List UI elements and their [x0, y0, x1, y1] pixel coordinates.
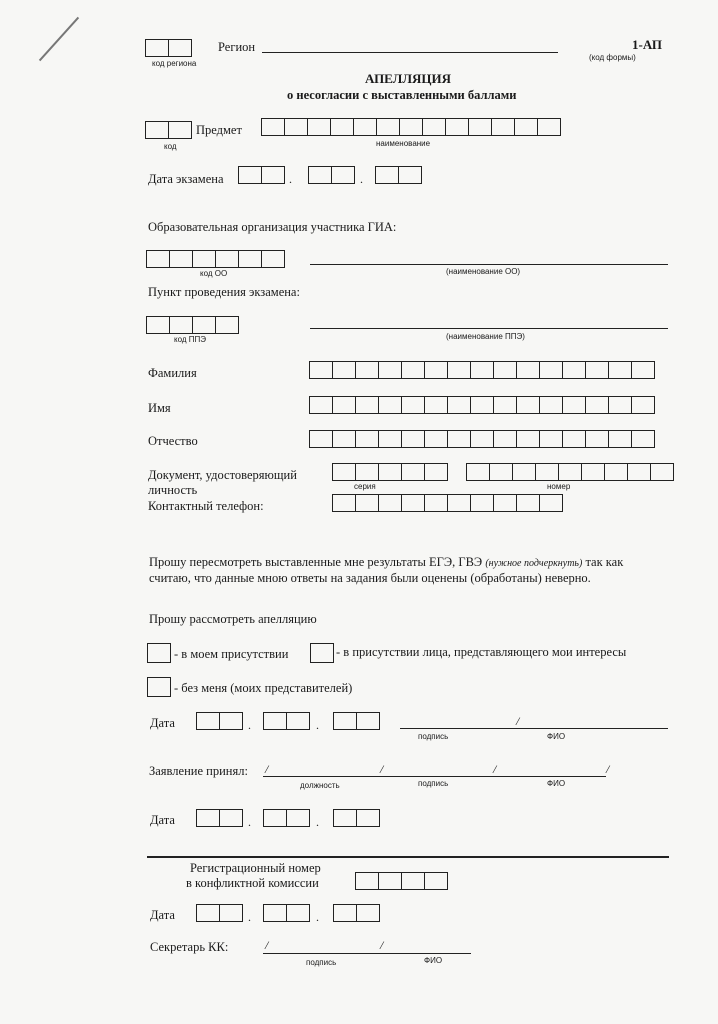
commission-day-cells[interactable]	[196, 904, 243, 922]
accepted-fio-caption: ФИО	[547, 779, 566, 788]
slash-separator: /	[606, 762, 610, 776]
slash-separator: /	[380, 938, 384, 952]
exam-date-year-cells[interactable]	[375, 166, 422, 184]
date-separator: .	[316, 815, 319, 829]
date-separator: .	[360, 172, 363, 186]
exam-point-name-line[interactable]	[310, 328, 668, 329]
request-tail: так как	[585, 555, 624, 569]
present-checkbox[interactable]	[147, 643, 171, 663]
subject-label: Предмет	[196, 123, 242, 137]
registration-number-cells[interactable]	[355, 872, 448, 890]
date-separator: .	[248, 815, 251, 829]
page-title: АПЕЛЛЯЦИЯ	[365, 71, 452, 86]
name-cells[interactable]	[309, 396, 655, 414]
registration-number-label-line2: в конфликтной комиссии	[186, 876, 319, 890]
phone-label: Контактный телефон:	[148, 499, 264, 513]
region-label: Регион	[218, 40, 256, 54]
organization-label: Образовательная организация участника ГИА:	[148, 220, 397, 234]
slash-separator: /	[380, 762, 384, 776]
accepted-label: Заявление принял:	[149, 764, 248, 778]
page-subtitle: о несогласии с выставленными баллами	[287, 88, 517, 102]
exam-point-code-cells[interactable]	[146, 316, 239, 334]
slash-separator: /	[516, 714, 520, 728]
surname-cells[interactable]	[309, 361, 655, 379]
exam-date-day-cells[interactable]	[238, 166, 285, 184]
organization-name-line[interactable]	[310, 264, 668, 265]
form-code-caption: (код формы)	[589, 53, 636, 62]
slash-separator: /	[265, 762, 269, 776]
exam-point-label: Пункт проведения экзамена:	[148, 285, 300, 299]
name-label: Имя	[148, 401, 171, 415]
patronymic-label: Отчество	[148, 434, 198, 448]
signature-month-cells[interactable]	[263, 712, 310, 730]
fio-caption: ФИО	[547, 732, 566, 741]
request-line-1	[149, 556, 623, 569]
signature-day-cells[interactable]	[196, 712, 243, 730]
accepted-date-label: Дата	[150, 813, 175, 827]
review-label: Прошу рассмотреть апелляцию	[149, 612, 317, 626]
series-caption: серия	[354, 482, 376, 491]
slash-separator: /	[265, 938, 269, 952]
secretary-label: Секретарь КК:	[150, 940, 229, 954]
date-separator: .	[316, 718, 319, 732]
region-code-caption: код региона	[152, 59, 197, 68]
secretary-fio-caption: ФИО	[424, 956, 443, 965]
exam-date-month-cells[interactable]	[308, 166, 355, 184]
option-present-label: - в моем присутствии	[174, 647, 289, 661]
scan-mark	[39, 17, 79, 61]
slash-separator: /	[493, 762, 497, 776]
commission-month-cells[interactable]	[263, 904, 310, 922]
position-caption: должность	[300, 781, 340, 790]
signature-date-label: Дата	[150, 716, 175, 730]
document-number-cells[interactable]	[466, 463, 674, 481]
representative-checkbox[interactable]	[310, 643, 334, 663]
secretary-line[interactable]	[263, 953, 471, 954]
organization-name-caption: (наименование ОО)	[446, 267, 521, 276]
patronymic-cells[interactable]	[309, 430, 655, 448]
document-label-line2: личность	[148, 483, 198, 497]
accepted-year-cells[interactable]	[333, 809, 380, 827]
date-separator: .	[289, 172, 292, 186]
region-line[interactable]	[262, 52, 558, 53]
date-separator: .	[316, 910, 319, 924]
date-separator: .	[248, 718, 251, 732]
section-divider	[147, 856, 669, 858]
commission-year-cells[interactable]	[333, 904, 380, 922]
form-code: 1-АП	[632, 37, 663, 52]
signature-year-cells[interactable]	[333, 712, 380, 730]
signature-line[interactable]	[400, 728, 668, 729]
exam-date-label: Дата экзамена	[148, 172, 224, 186]
request-line-2: считаю, что данные мною ответы на задания были оценены (обработаны) неверно.	[149, 571, 591, 585]
date-separator: .	[248, 910, 251, 924]
exam-point-code-caption: код ППЭ	[174, 335, 207, 344]
region-code-cells[interactable]	[145, 39, 192, 57]
option-representative-label: - в присутствии лица, представляющего мои интересы	[336, 645, 627, 659]
registration-number-label-line1: Регистрационный номер	[190, 861, 321, 875]
surname-label: Фамилия	[148, 366, 197, 380]
request-note: (нужное подчеркнуть)	[485, 558, 583, 569]
accepted-signature-caption: подпись	[418, 779, 449, 788]
organization-code-cells[interactable]	[146, 250, 285, 268]
exam-point-name-caption: (наименование ППЭ)	[446, 332, 525, 341]
without-checkbox[interactable]	[147, 677, 171, 697]
subject-name-caption: наименование	[376, 139, 431, 148]
commission-date-label: Дата	[150, 908, 175, 922]
secretary-signature-caption: подпись	[306, 958, 337, 967]
document-label-line1: Документ, удостоверяющий	[148, 468, 297, 482]
number-caption: номер	[547, 482, 571, 491]
accepted-month-cells[interactable]	[263, 809, 310, 827]
signature-caption: подпись	[418, 732, 449, 741]
subject-name-cells[interactable]	[261, 118, 561, 136]
subject-code-cells[interactable]	[145, 121, 192, 139]
option-without-label: - без меня (моих представителей)	[174, 681, 353, 695]
accepted-line[interactable]	[263, 776, 606, 777]
organization-code-caption: код ОО	[200, 269, 228, 278]
accepted-day-cells[interactable]	[196, 809, 243, 827]
phone-cells[interactable]	[332, 494, 563, 512]
request-text: Прошу пересмотреть выставленные мне результаты ЕГЭ, ГВЭ	[149, 555, 483, 569]
subject-code-caption: код	[164, 142, 177, 151]
document-series-cells[interactable]	[332, 463, 448, 481]
